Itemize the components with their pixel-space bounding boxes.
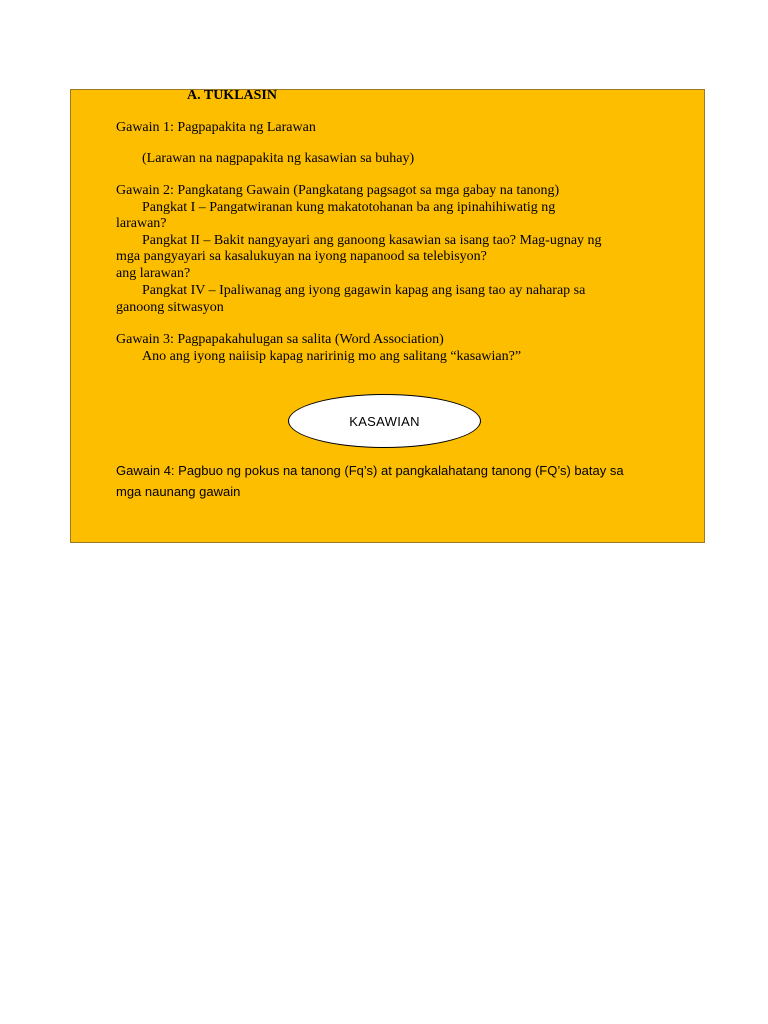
pangkat2-line3: ang larawan? bbox=[116, 266, 191, 281]
pangkat2-line2: mga pangyayari sa kasalukuyan na iyong napanood sa telebisyon? bbox=[116, 249, 487, 264]
pangkat4-line1: Pangkat IV – Ipaliwanag ang iyong gagawin kapag ang isang tao ay naharap sa bbox=[142, 283, 586, 298]
kasawian-ellipse bbox=[288, 394, 481, 448]
gawain3-title: Gawain 3: Pagpapakahulugan sa salita (Word Association) bbox=[116, 332, 444, 347]
ellipse-label: KASAWIAN bbox=[349, 413, 420, 429]
pangkat1-line2: larawan? bbox=[116, 216, 167, 231]
gawain4-line1: Gawain 4: Pagbuo ng pokus na tanong (Fq’s) at pangkalahatang tanong (FQ’s) batay sa bbox=[116, 463, 624, 478]
gawain1-note: (Larawan na nagpapakita ng kasawian sa buhay) bbox=[142, 151, 415, 166]
pangkat4-line2: ganoong sitwasyon bbox=[116, 300, 224, 315]
gawain3-question: Ano ang iyong naiisip kapag naririnig mo ang salitang “kasawian?” bbox=[142, 349, 522, 364]
pangkat1-line1: Pangkat I – Pangatwiranan kung makatotohanan ba ang ipinahihiwatig ng bbox=[142, 200, 556, 215]
section-title: A. TUKLASIN bbox=[187, 88, 277, 103]
gawain4-line2: mga naunang gawain bbox=[116, 484, 241, 499]
pangkat2-line1: Pangkat II – Bakit nangyayari ang ganoong kasawian sa isang tao? Mag-ugnay ng bbox=[142, 233, 602, 248]
gawain2-title: Gawain 2: Pangkatang Gawain (Pangkatang pagsagot sa mga gabay na tanong) bbox=[116, 183, 560, 198]
gawain1-title: Gawain 1: Pagpapakita ng Larawan bbox=[116, 120, 316, 135]
